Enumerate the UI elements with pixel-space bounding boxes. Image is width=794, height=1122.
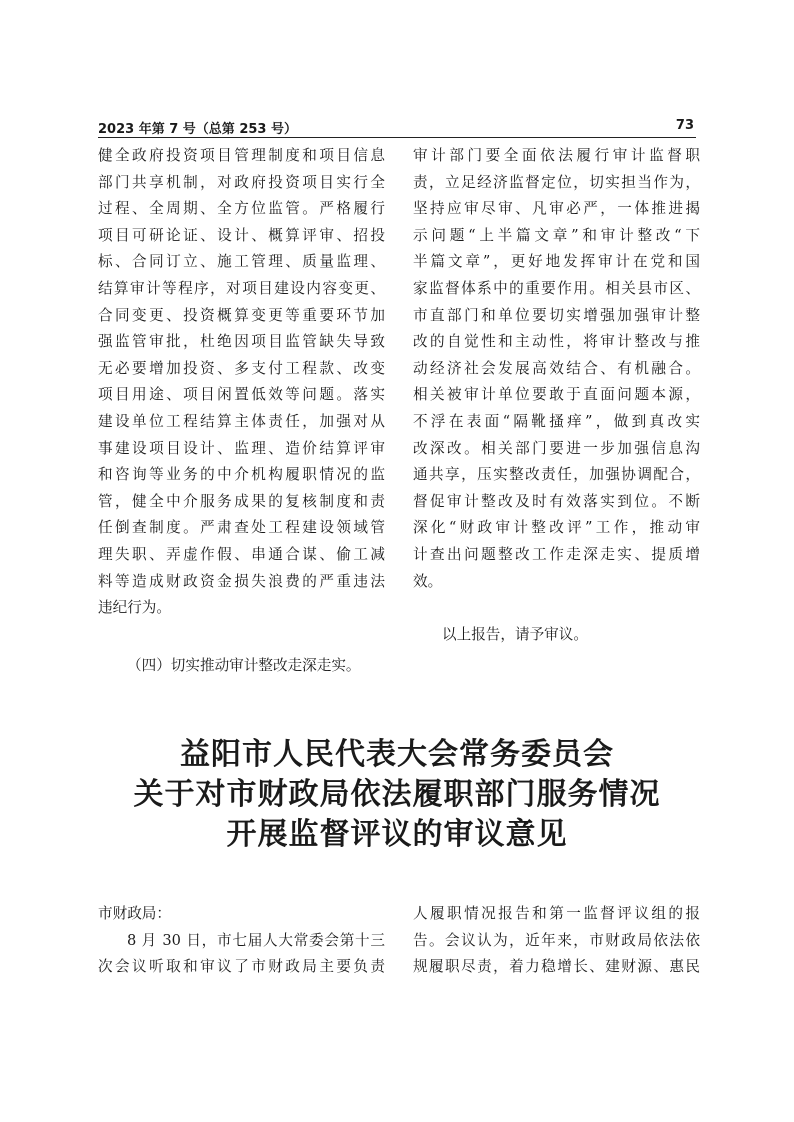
text-line: 效。 (413, 572, 443, 590)
issue-label: 2023 年第 7 号（总第 253 号） (98, 122, 297, 137)
text-line: 责，立足经济监督定位，切实担当作为， (413, 173, 700, 191)
text-line: 告。会议认为，近年来，市财政局依法依 (413, 931, 700, 949)
page-number: 73 (675, 118, 694, 133)
text-line: 人履职情况报告和第一监督评议组的报 (413, 905, 700, 922)
salutation: 市财政局： (98, 905, 171, 922)
text-line: 半篇文章”，更好地发挥审计在党和国 (413, 253, 700, 271)
text-line: 理失职、弄虚作假、串通合谋、偷工减 (98, 545, 385, 563)
text-line: 市直部门和单位要切实增强加强审计整 (413, 306, 700, 324)
section1-left-column (98, 143, 385, 622)
text-line: 标、合同订立、施工管理、质量监理、 (98, 253, 385, 271)
text-line: 示问题“上半篇文章”和审计整改“下 (413, 226, 700, 244)
text-line: 项目用途、项目闲置低效等问题。落实 (98, 386, 385, 404)
text-line: 8 月 30 日，市七届人大常委会第十三 (127, 931, 385, 949)
text-line: 过程、全周期、全方位监管。严格履行 (98, 200, 385, 218)
text-line: 计查出问题整改工作走深走实、提质增 (413, 545, 700, 563)
text-line: 和咨询等业务的中介机构履职情况的监 (98, 466, 385, 484)
text-line: 不浮在表面“隔靴搔痒”，做到真改实 (413, 412, 700, 430)
text-line: 项目可研论证、设计、概算评审、招投 (98, 226, 385, 244)
text-line: 规履职尽责，着力稳增长、建财源、惠民 (413, 958, 700, 976)
text-line: 事建设项目设计、监理、造价结算评审 (98, 439, 385, 457)
closing-line: 以上报告，请予审议。 (442, 626, 588, 643)
text-line: 管，健全中介服务成果的复核制度和责 (98, 492, 385, 510)
text-line: 建设单位工程结算主体责任，加强对从 (98, 412, 385, 430)
text-line: 部门共享机制，对政府投资项目实行全 (98, 173, 385, 191)
text-line: 无必要增加投资、多支付工程款、改变 (98, 359, 385, 377)
text-line: 次会议听取和审议了市财政局主要负责 (98, 958, 385, 976)
section1-right-column (413, 143, 700, 595)
text-line: 深化“财政审计整改评”工作，推动审 (413, 519, 700, 537)
text-line: 督促审计整改及时有效落实到位。不断 (413, 492, 700, 510)
title-line-3: 开展监督评议的审议意见 (226, 817, 568, 852)
sub-heading: （四）切实推动审计整改走深走实。 (127, 657, 361, 674)
text-line: 强监管审批，杜绝因项目监管缺失导致 (98, 333, 385, 351)
text-line: 任倒查制度。严肃查处工程建设领域管 (98, 519, 385, 537)
text-line: 改的自觉性和主动性，将审计整改与推 (413, 333, 700, 351)
title-line-1: 益阳市人民代表大会常务委员会 (180, 737, 614, 772)
text-line: 审计部门要全面依法履行审计监督职 (413, 147, 700, 164)
text-line: 动经济社会发展高效结合、有机融合。 (413, 359, 700, 377)
section2-left-column (98, 901, 385, 981)
text-line: 改深改。相关部门要进一步加强信息沟 (413, 439, 700, 457)
text-line: 家监督体系中的重要作用。相关县市区、 (413, 279, 700, 297)
title-line-2: 关于对市财政局依法履职部门服务情况 (133, 777, 661, 812)
section2-right-column (413, 901, 700, 981)
text-line: 健全政府投资项目管理制度和项目信息 (98, 147, 385, 164)
text-line: 通共享，压实整改责任，加强协调配合， (413, 466, 700, 484)
text-line: 料等造成财政资金损失浪费的严重违法 (98, 572, 385, 590)
text-line: 违纪行为。 (98, 599, 171, 617)
running-header (98, 117, 696, 138)
document-title (98, 735, 696, 855)
text-line: 合同变更、投资概算变更等重要环节加 (98, 306, 385, 324)
text-line: 坚持应审尽审、凡审必严，一体推进揭 (413, 200, 700, 218)
text-line: 结算审计等程序，对项目建设内容变更、 (98, 279, 385, 297)
text-line: 相关被审计单位要敢于直面问题本源， (413, 386, 700, 404)
